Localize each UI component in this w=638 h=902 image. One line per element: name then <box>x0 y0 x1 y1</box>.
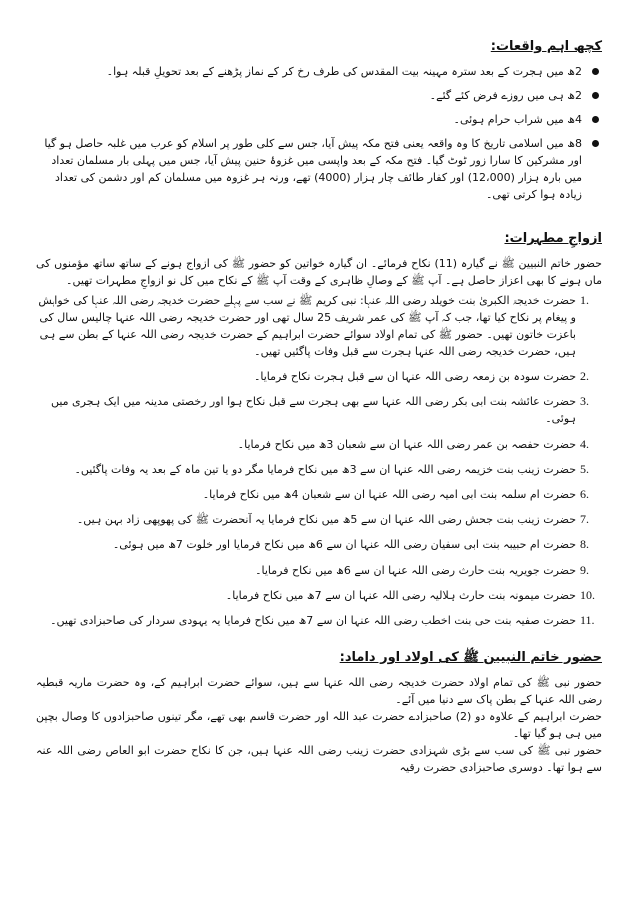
wives-intro: حضور خاتم النبیین ﷺ نے گیارہ (11) نکاح فرمائے۔ ان گیارہ خواتین کو حضور ﷺ کی ازواج ہونے کے ساتھ ساتھ مؤمنوں کی ماں ہونے کا بھی اعزاز حاصل ہے۔ آپ ﷺ کے وصالِ ظاہری کے وقت آپ ﷺ کے نکاح میں کل نو ازواجِ مطہرات تھیں۔ <box>36 257 602 287</box>
item-text: حضرت جویریہ بنت حارث رضی اللہ عنہا ان سے 6ھ میں نکاح فرمایا۔ <box>255 563 576 577</box>
list-item-text: 8ھ میں اسلامی تاریخ کا وہ واقعہ یعنی فتح مکہ پیش آیا، جس سے کلی طور پر اسلام کو عرب میں غلبہ حاصل ہو گیا اور مشرکین کا سارا زور ٹوٹ گیا۔ فتح مکہ کے بعد واپسی میں غزوۂ حنین پیش آیا، جس میں پہلی بار مسلمان تعداد میں بارہ ہزار (12،000) اور کفار طائف چار ہزار (4000) تھے، ورنہ ہر غزوہ میں مسلمان کم اور دشمن کی تعداد زیادہ ہوا کرتی تھی۔ <box>44 137 582 201</box>
item-text: حضرت صفیہ بنت حی بنت اخطب رضی اللہ عنہا ان سے 7ھ میں نکاح فرمایا یہ یہودی سردار کی صاحبزادی تھیں۔ <box>50 613 576 627</box>
children-paragraph: حضور نبی ﷺ کی تمام اولاد حضرت خدیجہ رضی اللہ عنہا سے ہیں، سوائے حضرت ابراہیم کے، وہ حضرت ماریہ قبطیہ رضی اللہ عنہا کے بطن پاک سے دنیا میں آئے۔ <box>36 676 602 707</box>
list-item <box>36 111 602 128</box>
item-number: 8. <box>580 537 589 552</box>
events-list <box>36 63 602 203</box>
item-text: حضرت ام سلمہ بنت ابی امیہ رضی اللہ عنہا ان سے شعبان 4ھ میں نکاح فرمایا۔ <box>202 487 576 501</box>
children-paragraph: حضرت ابراہیم کے علاوہ دو (2) صاحبزادے حضرت عبد اللہ اور حضرت قاسم بھی تھے، مگر تینوں صاحبزادوں کا وصال بچپن میں ہی ہو گیا تھا۔ <box>36 710 602 741</box>
list-item <box>36 87 602 104</box>
item-number: 10. <box>580 587 595 602</box>
item-text: حضرت زینب بنت خزیمہ رضی اللہ عنہا ان سے 3ھ میں نکاح فرمایا مگر دو یا تین ماہ کے بعد یہ وفات پاگئیں۔ <box>74 462 576 476</box>
list-item-text: 2ھ میں ہجرت کے بعد سترہ مہینہ بیت المقدس کی طرف رخ کر کے نماز پڑھنے کے بعد تحویلِ قبلہ ہوا۔ <box>106 65 582 78</box>
bullet-icon <box>592 140 599 147</box>
wife-item <box>36 562 602 579</box>
list-item-text: 4ھ میں شراب حرام ہوئی۔ <box>453 113 582 126</box>
item-text: حضرت میمونہ بنت حارث ہلالیہ رضی اللہ عنہا ان سے 7ھ میں نکاح فرمایا۔ <box>225 588 576 602</box>
wife-item <box>36 292 602 360</box>
events-heading: کچھ اہم واقعات: <box>490 39 602 54</box>
item-number: 6. <box>580 486 589 501</box>
wives-list <box>36 292 602 629</box>
wife-item <box>36 393 602 427</box>
wife-item <box>36 536 602 553</box>
item-text: حضرت حفصہ بن عمر رضی اللہ عنہا ان سے شعبان 3ھ میں نکاح فرمایا۔ <box>237 437 576 451</box>
wife-item <box>36 511 602 528</box>
item-number: 7. <box>580 512 589 527</box>
children-paragraph: حضور نبی ﷺ کی سب سے بڑی شہزادی حضرت زینب رضی اللہ عنہا ہیں، جن کا نکاح حضرت ابو العاص رضی اللہ عنہ سے ہوا تھا۔ دوسری صاحبزادی حضرت رقیہ <box>36 744 602 775</box>
wife-item <box>36 368 602 385</box>
item-number: 5. <box>580 461 589 476</box>
list-item <box>36 63 602 80</box>
item-number: 2. <box>580 369 589 384</box>
bullet-icon <box>592 92 599 99</box>
item-number: 4. <box>580 436 589 451</box>
item-number: 1. <box>580 293 589 307</box>
item-text: حضرت زینب بنت جحش رضی اللہ عنہا ان سے 5ھ میں نکاح فرمایا یہ آنحضرت ﷺ کی پھوپھی زاد بہن ہیں۔ <box>76 513 576 527</box>
item-number: 9. <box>580 562 589 577</box>
item-text: حضرت خدیجۃ الکبریٰ بنت خویلد رضی اللہ عنہا: نبی کریم ﷺ نے سب سے پہلے حضرت خدیجہ رضی اللہ عنہا کی خواہش و پیغام پر نکاح کیا تھا، جب کہ آپ ﷺ کی عمر شریف 25 سال تھی اور حضرت خدیجہ رضی اللہ عنہا چالیس سال کی باعزت خاتون تھیں۔ حضور ﷺ کی تمام اولاد سوائے حضرت ابراہیم کے حضرت خدیجہ رضی اللہ عنہا کے بطن سے ہی ہیں، حضرت خدیجہ رضی اللہ عنہا ہجرت سے قبل وفات پاگئیں تھیں۔ <box>38 294 576 358</box>
wife-item <box>36 461 602 478</box>
children-heading: حضور خاتم النبیین ﷺ کی اولاد اور داماد: <box>339 650 602 666</box>
wife-item <box>36 587 602 604</box>
wife-item <box>36 486 602 503</box>
item-number: 3. <box>580 394 589 409</box>
item-text: حضرت عائشہ بنت ابی بکر رضی اللہ عنہا سے بھی ہجرت سے قبل نکاح ہوا اور رخصتی مدینہ میں ایک ہجری میں ہوئی۔ <box>50 395 576 426</box>
list-item-text: 2ھ ہی میں روزے فرض کئے گئے۔ <box>429 89 582 102</box>
bullet-icon <box>592 116 599 123</box>
item-number: 11. <box>580 612 595 627</box>
item-text: حضرت سودہ بن زمعہ رضی اللہ عنہا ان سے قبل ہجرت نکاح فرمایا۔ <box>253 370 576 384</box>
wife-item <box>36 612 602 629</box>
wife-item <box>36 436 602 453</box>
item-text: حضرت ام حبیبہ بنت ابی سفیان رضی اللہ عنہا ان سے 6ھ میں نکاح فرمایا اور خلوت 7ھ میں ہوئی۔ <box>112 538 576 552</box>
list-item <box>36 135 602 203</box>
bullet-icon <box>592 68 599 75</box>
wives-heading: ازواجِ مطہرات: <box>504 231 602 246</box>
